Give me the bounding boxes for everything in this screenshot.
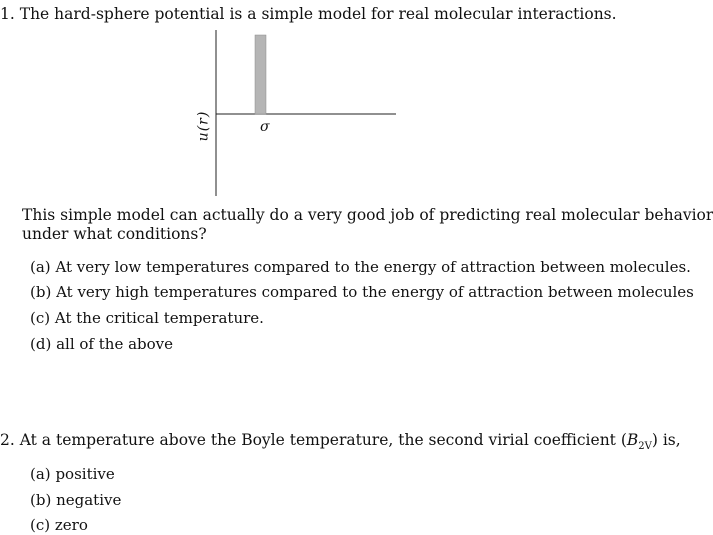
y-axis-label: u(r) — [195, 110, 212, 142]
question-1-option-a[interactable] — [30, 258, 691, 276]
option-text: positive — [55, 465, 115, 483]
option-text: all of the above — [56, 335, 174, 353]
option-label: (b) — [30, 491, 52, 509]
virial-subscript: 2V — [638, 441, 652, 453]
question-1-prompt-line1: This simple model can actually do a very good job of predicting real molecular behavior — [22, 206, 713, 224]
question-2-option-b[interactable] — [30, 491, 121, 509]
question-1-option-d[interactable] — [30, 335, 173, 353]
sigma-label: σ — [260, 119, 270, 135]
question-1-heading — [0, 5, 617, 23]
option-label: (a) — [30, 465, 51, 483]
option-label: (b) — [30, 283, 52, 301]
virial-symbol: B — [626, 431, 639, 449]
option-label: (d) — [30, 335, 52, 353]
option-label: (a) — [30, 258, 51, 276]
question-2-text-after: ) is, — [651, 431, 681, 449]
option-text: zero — [54, 516, 88, 534]
question-2-option-c[interactable] — [30, 516, 88, 534]
question-1-option-b[interactable] — [30, 283, 694, 301]
question-1-prompt-line2: under what conditions? — [22, 225, 207, 243]
option-text: At very low temperatures compared to the energy of attraction between molecules. — [55, 258, 691, 276]
question-2-heading — [0, 431, 681, 452]
question-2-text-before: At a temperature above the Boyle temperature, the second virial coefficient ( — [19, 431, 627, 449]
potential-wall — [255, 35, 266, 114]
option-text: At the critical temperature. — [54, 309, 264, 327]
option-text: negative — [56, 491, 122, 509]
question-1-number: 1. — [0, 5, 15, 23]
option-label: (c) — [30, 516, 51, 534]
option-label: (c) — [30, 309, 51, 327]
question-2-number: 2. — [0, 431, 15, 449]
question-2-option-a[interactable] — [30, 465, 115, 483]
question-1-option-c[interactable] — [30, 309, 264, 327]
hard-sphere-potential-figure — [190, 28, 410, 200]
question-1-text: The hard-sphere potential is a simple model for real molecular interactions. — [19, 5, 617, 23]
option-text: At very high temperatures compared to the energy of attraction between molecules — [56, 283, 694, 301]
